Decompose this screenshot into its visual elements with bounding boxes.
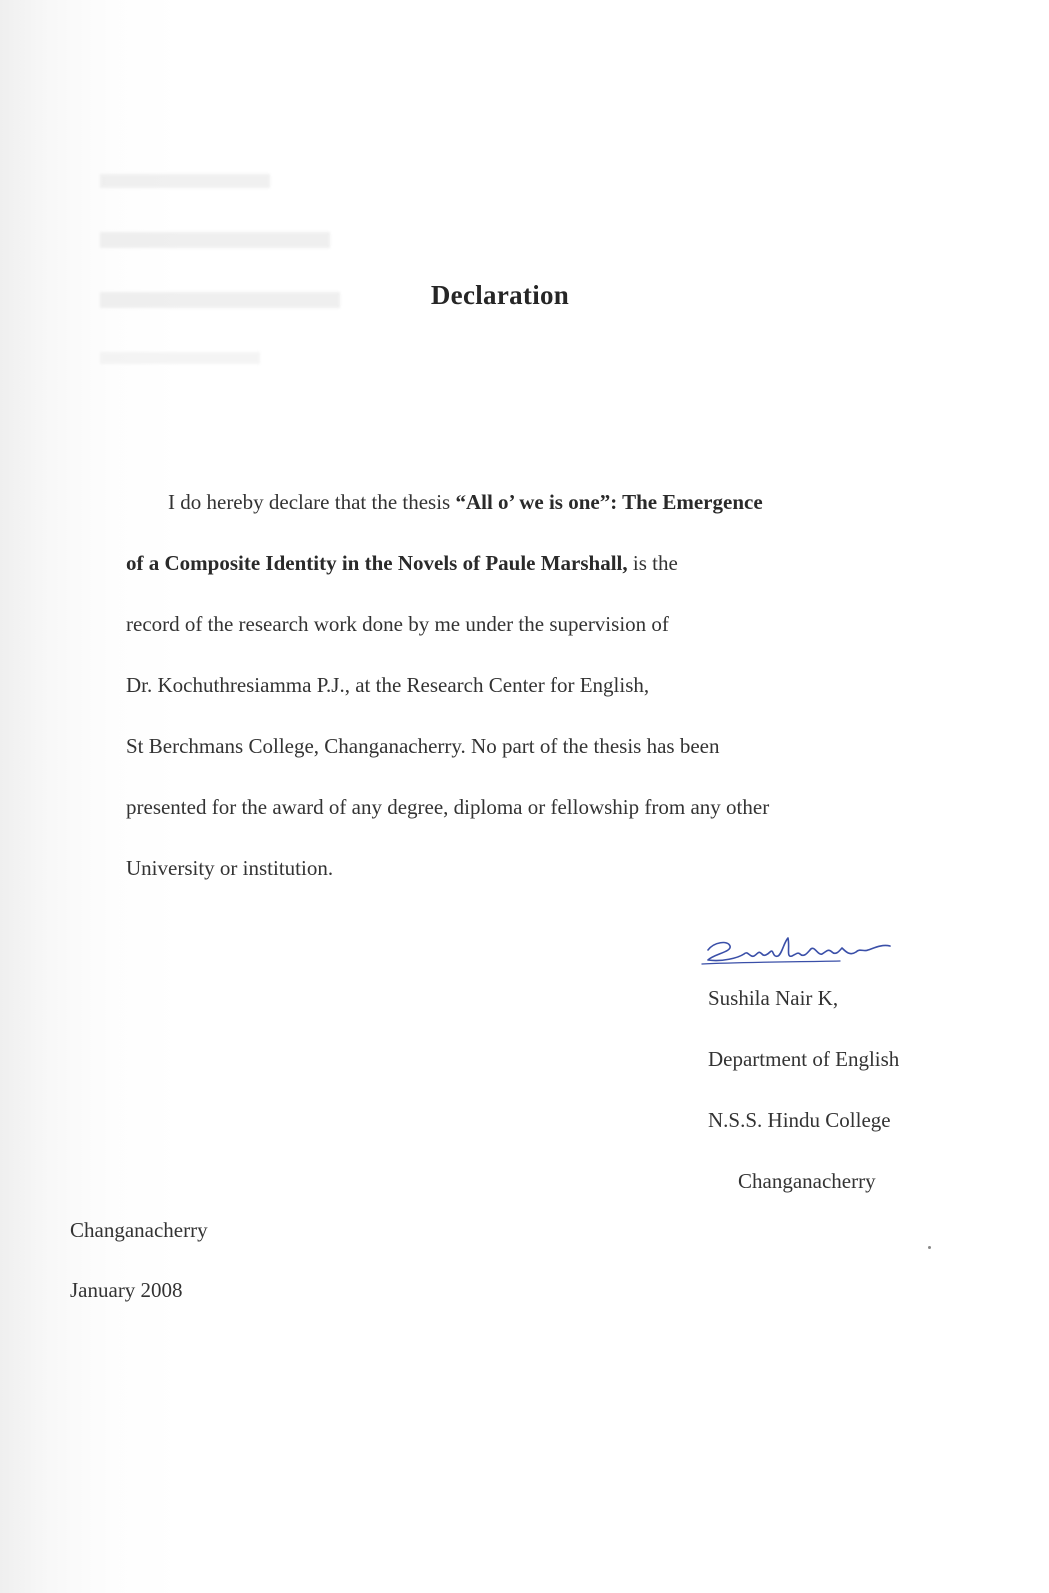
declaration-body [126, 472, 966, 899]
date: January 2008 [70, 1278, 183, 1302]
body-line-2-text: is the [627, 551, 678, 575]
thesis-title-part-1: “All o’ we is one”: The Emergence [455, 490, 763, 514]
body-line-4: Dr. Kochuthresiamma P.J., at the Research Center for English, [126, 673, 650, 697]
signatory-city: Changanacherry [738, 1169, 876, 1193]
signatory-college: N.S.S. Hindu College [708, 1108, 891, 1132]
thesis-title-part-2: of a Composite Identity in the Novels of Paule Marshall, [126, 551, 628, 575]
bleed-through-shadow [100, 150, 340, 364]
body-line-6: presented for the award of any degree, diploma or fellowship from any other [126, 795, 770, 819]
place: Changanacherry [70, 1218, 208, 1242]
body-line-7: University or institution. [126, 856, 334, 880]
place-date-block [70, 1200, 208, 1320]
body-line-3: record of the research work done by me under the supervision of [126, 612, 669, 636]
body-line-5: St Berchmans College, Changanacherry. No part of the thesis has been [126, 734, 720, 758]
signatory-name: Sushila Nair K, [708, 986, 839, 1010]
body-line-1 [126, 472, 966, 533]
signatory-department: Department of English [708, 1047, 900, 1071]
signatory-block [708, 968, 899, 1212]
body-line-1-text: I do hereby declare that the thesis [168, 490, 456, 514]
page-title: Declaration [430, 280, 570, 310]
paper-speck [928, 1246, 931, 1249]
handwritten-signature [700, 928, 905, 970]
body-line-2 [126, 533, 966, 594]
